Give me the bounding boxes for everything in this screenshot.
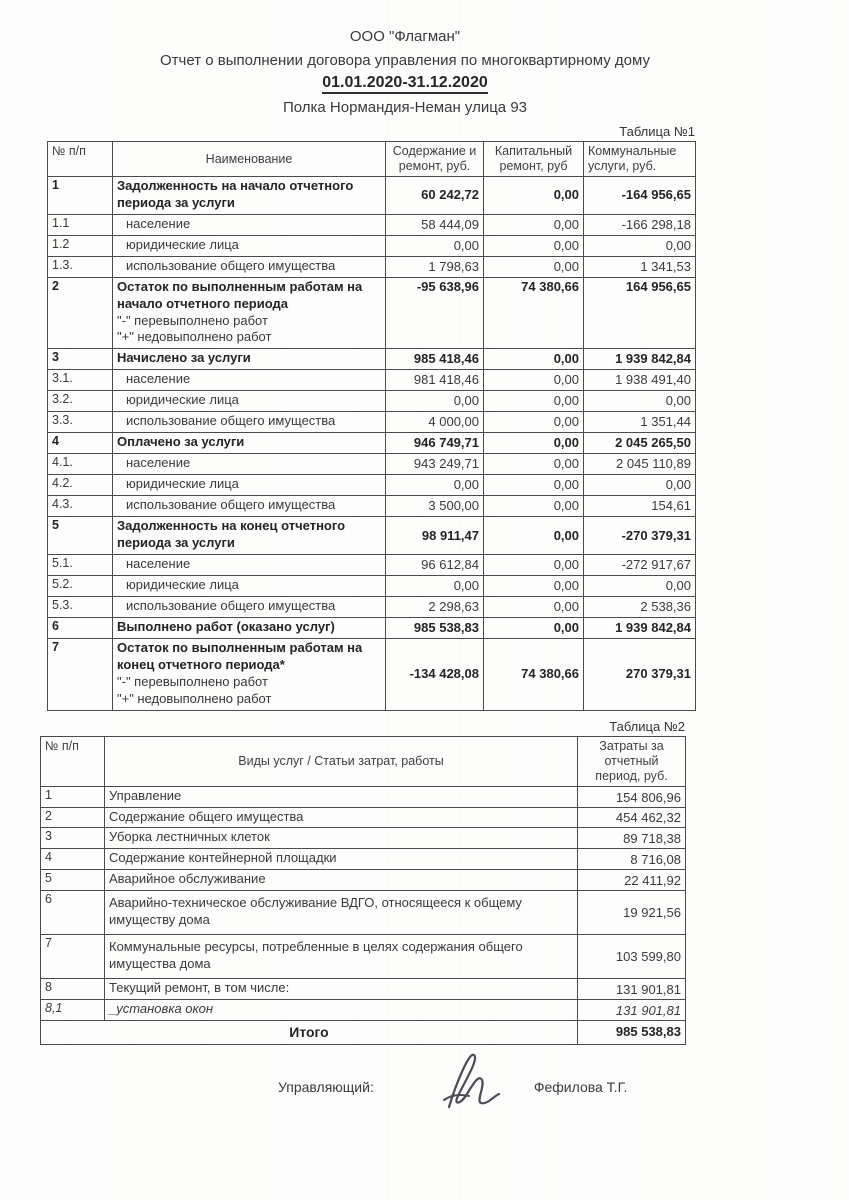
- table2-row: [41, 979, 686, 1000]
- row-value: 0,00: [484, 256, 584, 277]
- row-name: юридические лица: [126, 236, 239, 252]
- row-name-cell: [113, 370, 386, 391]
- row-name-cell: [113, 177, 386, 215]
- row-name: _установка окон: [109, 1001, 214, 1017]
- row-value: 454 462,32: [578, 807, 686, 828]
- row-name-cell: [113, 496, 386, 517]
- row-number: 4.2.: [48, 475, 113, 496]
- row-name-cell: [105, 870, 578, 891]
- row-value: 0,00: [484, 391, 584, 412]
- row-number: 3: [41, 828, 105, 849]
- row-name: население: [126, 556, 191, 572]
- row-value: 0,00: [386, 391, 484, 412]
- row-value: 60 242,72: [386, 177, 484, 215]
- table1-header-row: [48, 142, 696, 177]
- row-value: -164 956,65: [584, 177, 696, 215]
- table2-body: [41, 786, 686, 1044]
- row-number: 5.2.: [48, 576, 113, 597]
- table2-row: [41, 935, 686, 979]
- row-value: 0,00: [484, 177, 584, 215]
- report-period: 01.01.2020-31.12.2020: [322, 74, 487, 94]
- row-name-cell: [113, 517, 386, 555]
- row-value: 2 538,36: [584, 597, 696, 618]
- row-value: 0,00: [484, 576, 584, 597]
- company-name: ООО "Флагман": [349, 28, 461, 45]
- table1-row: [48, 517, 696, 555]
- row-name-cell: [105, 891, 578, 935]
- row-value: 0,00: [484, 475, 584, 496]
- row-value: 0,00: [584, 391, 696, 412]
- row-value: 58 444,09: [386, 214, 484, 235]
- row-number: 1.2: [48, 235, 113, 256]
- table1-row: [48, 235, 696, 256]
- row-value: 131 901,81: [578, 1000, 686, 1021]
- table1-row: [48, 618, 696, 639]
- row-value: 0,00: [386, 235, 484, 256]
- table2-caption: Таблица №2: [609, 718, 685, 734]
- row-number: 5: [41, 870, 105, 891]
- row-value: 0,00: [484, 517, 584, 555]
- row-number: 1: [48, 177, 113, 215]
- row-name: Содержание общего имущества: [109, 808, 304, 824]
- row-value: 154 806,96: [578, 786, 686, 807]
- row-number: 8,1: [41, 1000, 105, 1021]
- row-value: 2 045 110,89: [584, 454, 696, 475]
- row-value: 2 045 265,50: [584, 433, 696, 454]
- signature-block: [278, 1059, 849, 1115]
- row-value: 981 418,46: [386, 370, 484, 391]
- row-value: 0,00: [584, 235, 696, 256]
- row-value: 74 380,66: [484, 277, 584, 349]
- row-name-cell: [105, 828, 578, 849]
- row-name: Выполнено работ (оказано услуг): [117, 619, 335, 635]
- row-number: 4: [48, 433, 113, 454]
- row-value: 2 298,63: [386, 597, 484, 618]
- row-name: Задолженность на конец отчетного периода за услуги: [117, 518, 346, 551]
- row-value: 1 939 842,84: [584, 349, 696, 370]
- table1-col-maintenance: Содержание и ремонт, руб.: [386, 142, 484, 177]
- row-number: 4: [41, 849, 105, 870]
- row-name: юридические лица: [126, 476, 239, 492]
- table2-col-costs: Затраты за отчетный период, руб.: [578, 736, 686, 786]
- row-name-cell: [113, 454, 386, 475]
- row-name-cell: [113, 618, 386, 639]
- row-name: Задолженность на начало отчетного периода за услуги: [117, 178, 354, 210]
- row-value: 1 341,53: [584, 256, 696, 277]
- row-number: 3.3.: [48, 412, 113, 433]
- table2-col-services: Виды услуг / Статьи затрат, работы: [105, 736, 578, 786]
- table2-col-number: № п/п: [41, 736, 105, 786]
- row-number: 3: [48, 349, 113, 370]
- table2-row: [41, 870, 686, 891]
- table1-row: [48, 370, 696, 391]
- row-number: 3.1.: [48, 370, 113, 391]
- row-value: 19 921,56: [578, 891, 686, 935]
- document-header: [0, 0, 810, 116]
- row-name-cell: [105, 935, 578, 979]
- row-value: 0,00: [584, 576, 696, 597]
- row-number: 6: [48, 618, 113, 639]
- row-number: 5.1.: [48, 555, 113, 576]
- row-note: "-" перевыполнено работ: [117, 312, 268, 328]
- row-value: 0,00: [484, 349, 584, 370]
- table1-col-capital: Капитальный ремонт, руб: [484, 142, 584, 177]
- row-number: 2: [41, 807, 105, 828]
- manager-name: Фефилова Т.Г.: [533, 1078, 628, 1095]
- table1-col-number: № п/п: [48, 142, 113, 177]
- row-name-cell: [105, 786, 578, 807]
- table1-col-name: Наименование: [113, 142, 386, 177]
- row-number: 5: [48, 517, 113, 555]
- row-name: Оплачено за услуги: [117, 434, 245, 450]
- row-value: 985 538,83: [386, 618, 484, 639]
- row-name: использование общего имущества: [126, 257, 336, 273]
- row-name-cell: [113, 235, 386, 256]
- row-value: 0,00: [386, 475, 484, 496]
- row-name-cell: [105, 807, 578, 828]
- row-name-cell: [113, 277, 386, 349]
- table1-row: [48, 576, 696, 597]
- row-name-cell: [113, 349, 386, 370]
- row-value: 0,00: [484, 496, 584, 517]
- row-name: использование общего имущества: [126, 598, 336, 614]
- table1-row: [48, 433, 696, 454]
- row-name: население: [126, 455, 191, 471]
- document-title: Отчет о выполнении договора управления по многоквартирному дому: [160, 52, 650, 69]
- row-name: Содержание контейнерной площадки: [109, 850, 337, 866]
- row-name-cell: [113, 555, 386, 576]
- row-value: 0,00: [484, 597, 584, 618]
- row-name-cell: [105, 1000, 578, 1021]
- row-value: 1 351,44: [584, 412, 696, 433]
- row-value: 0,00: [484, 235, 584, 256]
- table1-row: [48, 496, 696, 517]
- row-value: 4 000,00: [386, 412, 484, 433]
- row-name: юридические лица: [126, 577, 239, 593]
- table1-row: [48, 214, 696, 235]
- row-number: 8: [41, 979, 105, 1000]
- row-number: 6: [41, 891, 105, 935]
- row-name-cell: [113, 412, 386, 433]
- row-name-cell: [113, 214, 386, 235]
- handwritten-signature: [436, 1045, 508, 1115]
- row-value: -134 428,08: [386, 639, 484, 711]
- row-value: 1 939 842,84: [584, 618, 696, 639]
- row-value: 946 749,71: [386, 433, 484, 454]
- row-value: 0,00: [484, 454, 584, 475]
- row-name: юридические лица: [126, 392, 239, 408]
- row-name: Текущий ремонт, в том числе:: [109, 980, 290, 996]
- row-value: 8 716,08: [578, 849, 686, 870]
- row-value: 0,00: [484, 555, 584, 576]
- table2-row: [41, 849, 686, 870]
- row-number: 7: [48, 639, 113, 711]
- row-name: население: [126, 215, 191, 231]
- row-value: -95 638,96: [386, 277, 484, 349]
- row-name: Управление: [109, 787, 182, 803]
- row-value: 0,00: [484, 214, 584, 235]
- row-name-cell: [113, 597, 386, 618]
- row-value: 985 418,46: [386, 349, 484, 370]
- row-value: 0,00: [484, 433, 584, 454]
- table1-row: [48, 555, 696, 576]
- row-value: 74 380,66: [484, 639, 584, 711]
- building-address: Полка Нормандия-Неман улица 93: [282, 99, 528, 116]
- row-value: 270 379,31: [584, 639, 696, 711]
- row-name-cell: [113, 256, 386, 277]
- row-name: Коммунальные ресурсы, потребленные в целях содержания общего имущества дома: [109, 939, 523, 972]
- row-value: 131 901,81: [578, 979, 686, 1000]
- row-value: 943 249,71: [386, 454, 484, 475]
- table1: [47, 141, 696, 711]
- row-value: 89 718,38: [578, 828, 686, 849]
- row-value: 0,00: [484, 412, 584, 433]
- table2-total-row: [41, 1020, 686, 1044]
- row-note: "+" недовыполнено работ: [117, 690, 272, 706]
- row-number: 1.1: [48, 214, 113, 235]
- table1-row: [48, 177, 696, 215]
- row-number: 1.3.: [48, 256, 113, 277]
- row-name: Уборка лестничных клеток: [109, 829, 270, 845]
- row-name-cell: [105, 849, 578, 870]
- row-value: 96 612,84: [386, 555, 484, 576]
- row-value: 0,00: [386, 576, 484, 597]
- row-name: Начислено за услуги: [117, 350, 251, 366]
- row-name-cell: [113, 639, 386, 711]
- table2-row: [41, 891, 686, 935]
- row-name: Аварийно-техническое обслуживание ВДГО, относящееся к общему имуществу дома: [109, 895, 522, 928]
- table1-col-utilities: Коммунальные услуги, руб.: [584, 142, 696, 177]
- table2-row: [41, 786, 686, 807]
- row-value: 3 500,00: [386, 496, 484, 517]
- row-name-cell: [105, 979, 578, 1000]
- row-name: использование общего имущества: [126, 413, 336, 429]
- row-value: 164 956,65: [584, 277, 696, 349]
- row-name: Остаток по выполненным работам на начало отчетного периода: [117, 278, 363, 311]
- row-name: Аварийное обслуживание: [109, 871, 266, 887]
- table1-row: [48, 454, 696, 475]
- table2-row: [41, 807, 686, 828]
- table1-body: [48, 177, 696, 711]
- table1-row: [48, 639, 696, 711]
- table1-row: [48, 412, 696, 433]
- row-note: "-" перевыполнено работ: [117, 673, 268, 689]
- row-name-cell: [113, 433, 386, 454]
- row-value: -272 917,67: [584, 555, 696, 576]
- row-name: Остаток по выполненным работам на конец отчетного периода*: [117, 640, 363, 673]
- row-value: -166 298,18: [584, 214, 696, 235]
- row-name-cell: [113, 391, 386, 412]
- row-value: 103 599,80: [578, 935, 686, 979]
- table2-row: [41, 828, 686, 849]
- total-label: Итого: [41, 1020, 578, 1044]
- row-name-cell: [113, 576, 386, 597]
- table1-row: [48, 597, 696, 618]
- row-number: 2: [48, 277, 113, 349]
- row-value: -270 379,31: [584, 517, 696, 555]
- row-name-cell: [113, 475, 386, 496]
- row-number: 4.1.: [48, 454, 113, 475]
- table1-row: [48, 475, 696, 496]
- row-value: 1 938 491,40: [584, 370, 696, 391]
- table1-row: [48, 256, 696, 277]
- row-value: 22 411,92: [578, 870, 686, 891]
- total-value: 985 538,83: [578, 1020, 686, 1044]
- row-note: "+" недовыполнено работ: [117, 329, 272, 345]
- manager-label: Управляющий:: [278, 1078, 374, 1095]
- row-number: 1: [41, 786, 105, 807]
- row-name: население: [126, 371, 191, 387]
- row-value: 0,00: [484, 370, 584, 391]
- table1-caption: Таблица №1: [619, 124, 695, 139]
- row-name: использование общего имущества: [126, 497, 336, 513]
- table2-row: [41, 1000, 686, 1021]
- row-number: 7: [41, 935, 105, 979]
- table2-header-row: [41, 736, 686, 786]
- table2: [40, 736, 686, 1045]
- row-number: 5.3.: [48, 597, 113, 618]
- row-number: 4.3.: [48, 496, 113, 517]
- table1-row: [48, 277, 696, 349]
- row-value: 1 798,63: [386, 256, 484, 277]
- row-value: 154,61: [584, 496, 696, 517]
- row-value: 0,00: [584, 475, 696, 496]
- table1-row: [48, 349, 696, 370]
- row-number: 3.2.: [48, 391, 113, 412]
- row-value: 98 911,47: [386, 517, 484, 555]
- table1-row: [48, 391, 696, 412]
- row-value: 0,00: [484, 618, 584, 639]
